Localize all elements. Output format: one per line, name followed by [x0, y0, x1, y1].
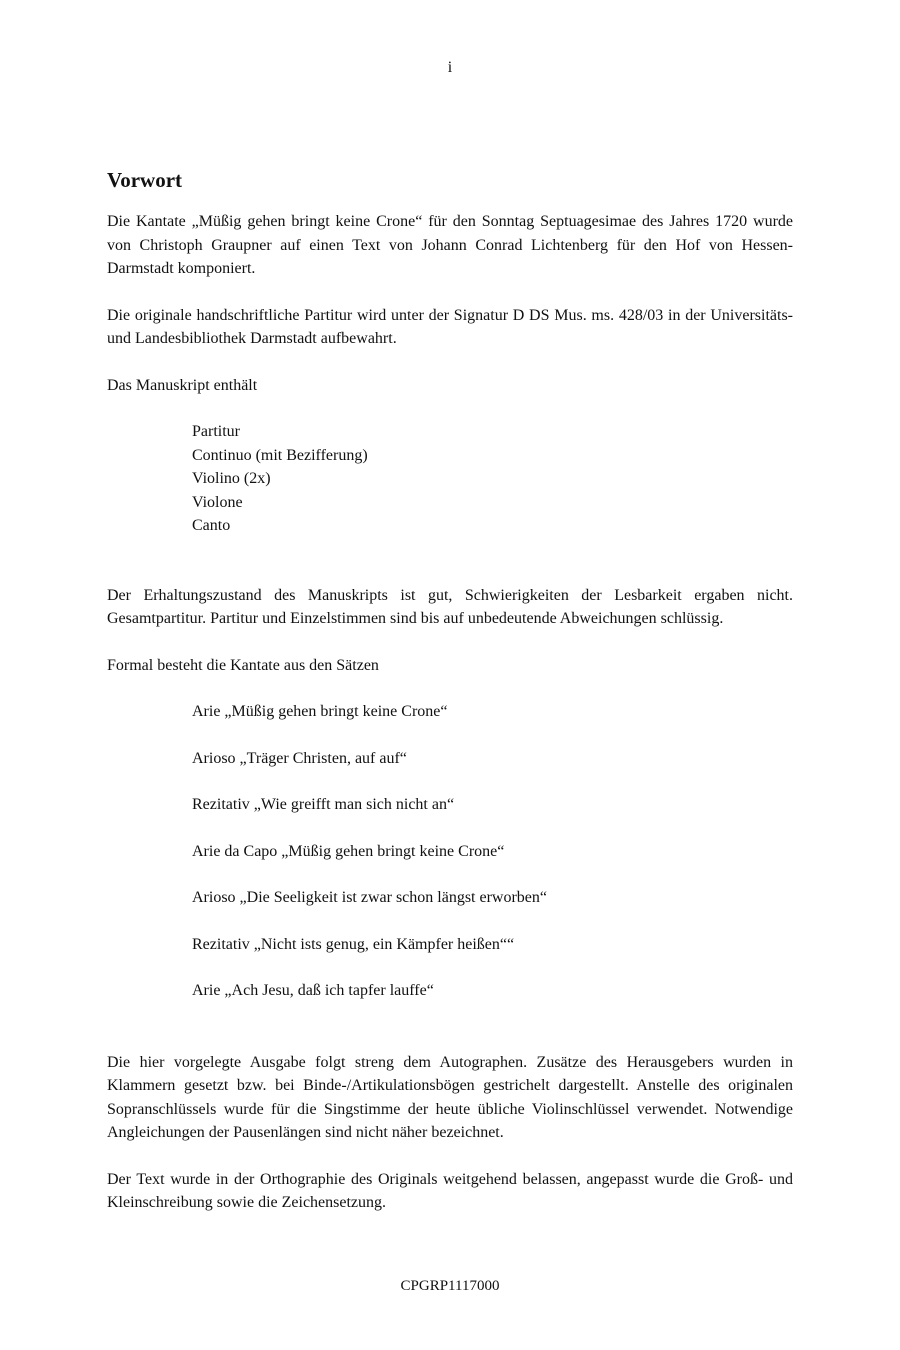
list-item: Rezitativ „Nicht ists genug, ein Kämpfer heißen““	[192, 935, 515, 953]
list-item: Partitur	[192, 423, 240, 440]
parts-list	[107, 420, 793, 538]
list-item: Arie „Ach Jesu, daß ich tapfer lauffe“	[192, 982, 434, 999]
paragraph-intro: Die Kantate „Müßig gehen bringt keine Crone“ für den Sonntag Septuagesimae des Jahres 1720 wurde von Christoph Graupner auf einen Text von Johann Conrad Lichtenberg für den Hof von Hessen-Darmstadt komponiert.	[107, 213, 793, 277]
list-item: Arie „Müßig gehen bringt keine Crone“	[192, 703, 448, 720]
list-item: Continuo (mit Bezifferung)	[192, 446, 368, 464]
page-title: Vorwort	[107, 168, 183, 192]
list-item: Rezitativ „Wie greifft man sich nicht an“	[192, 796, 455, 813]
footer-code: CPGRP1117000	[400, 1278, 500, 1294]
list-item: Arioso „Träger Christen, auf auf“	[192, 749, 407, 767]
paragraph-manuscript-contains: Das Manuskript enthält	[107, 376, 258, 394]
list-item: Violino (2x)	[192, 470, 271, 487]
paragraph-movements-intro: Formal besteht die Kantate aus den Sätzen	[107, 656, 379, 674]
list-item: Arioso „Die Seeligkeit ist zwar schon längst erworben“	[192, 889, 548, 906]
preface-body	[107, 166, 793, 1215]
paragraph-source: Die originale handschriftliche Partitur wird unter der Signatur D DS Mus. ms. 428/03 in der Universitäts- und Landesbibliothek Darmstadt aufbewahrt.	[107, 306, 793, 347]
list-item: Violone	[192, 493, 243, 511]
spacer	[107, 1026, 793, 1051]
list-item: Arie da Capo „Müßig gehen bringt keine Crone“	[192, 842, 505, 860]
movements-list	[107, 700, 793, 1003]
spacer	[107, 538, 793, 584]
paragraph-orthography: Der Text wurde in der Orthographie des Originals weitgehend belassen, angepasst wurde die Groß- und Kleinschreibung sowie die Zeichensetzung.	[107, 1170, 793, 1211]
paragraph-condition: Der Erhaltungszustand des Manuskripts ist gut, Schwierigkeiten der Lesbarkeit ergaben nicht. Gesamtpartitur. Partitur und Einzelstimmen sind bis auf unbedeutende Abweichungen schlüssig.	[107, 586, 793, 627]
list-item: Canto	[192, 517, 231, 534]
paragraph-edition: Die hier vorgelegte Ausgabe folgt streng dem Autographen. Zusätze des Herausgebers wurden in Klammern gesetzt bzw. bei Binde-/Artikulationsbögen gestrichelt dargestellt. Anstelle des originalen Sopranschlüssels wurde für die Singstimme der heute übliche Violinschlüssel verwendet. Notwendige Angleichungen der Pausenlängen sind nicht näher bezeichnet.	[107, 1053, 793, 1141]
page-number: i	[447, 59, 453, 76]
